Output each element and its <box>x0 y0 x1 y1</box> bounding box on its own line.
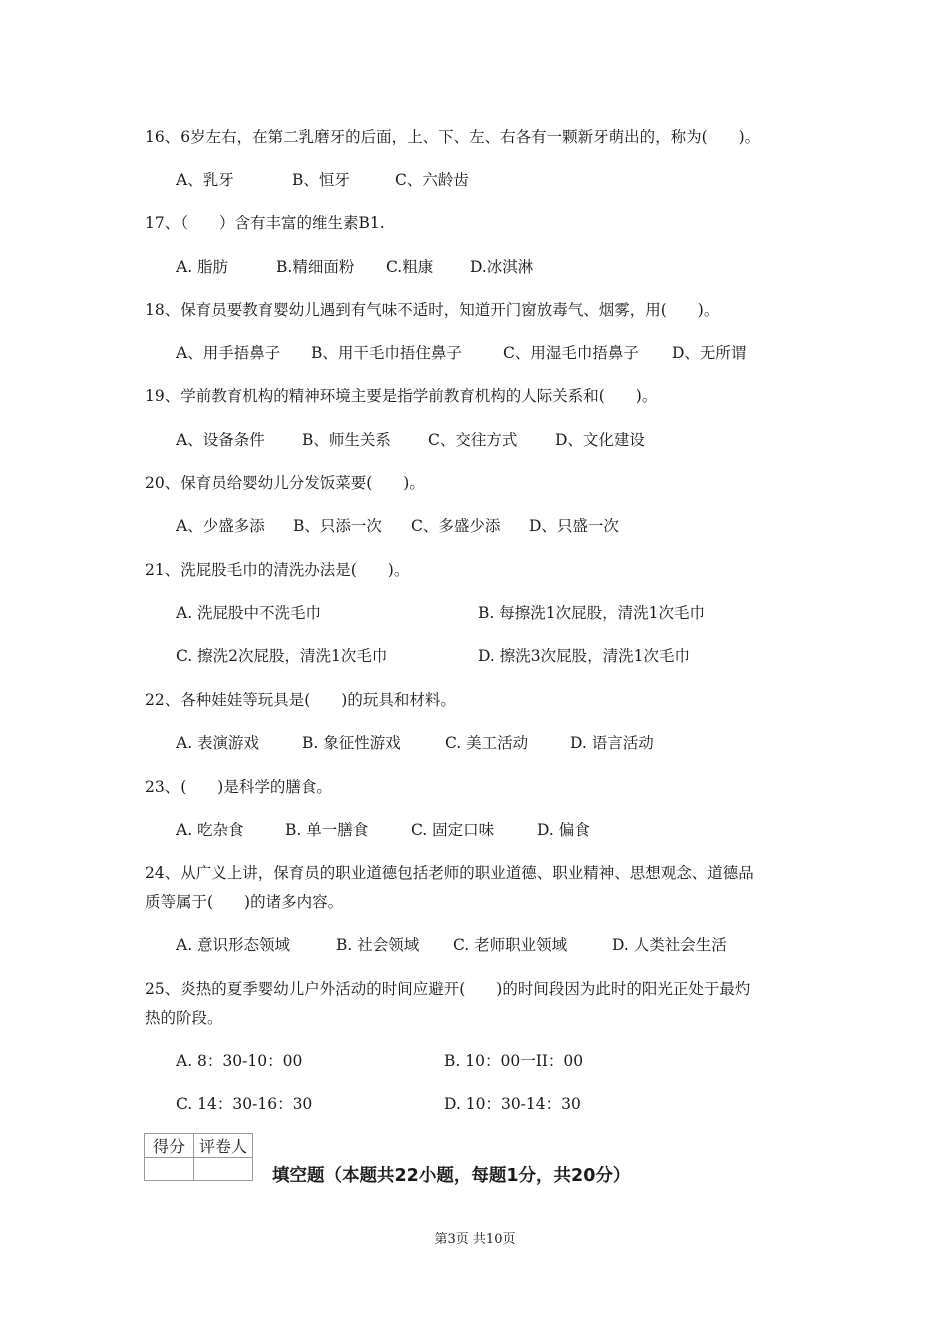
q23-option-c: C. 固定口味 <box>411 821 495 839</box>
question-23-stem: 23、( )是科学的膳食。 <box>145 778 332 796</box>
score-header: 得分 <box>145 1134 194 1158</box>
q24-option-a: A. 意识形态领域 <box>176 936 291 954</box>
q18-option-b: B、用干毛巾捂住鼻子 <box>311 344 462 362</box>
q19-option-d: D、文化建设 <box>555 431 645 449</box>
q20-option-d: D、只盛一次 <box>529 517 619 535</box>
page-footer: 第3页 共10页 <box>434 1232 516 1247</box>
question-18-stem: 18、保育员要教育婴幼儿遇到有气味不适时，知道开门窗放毒气、烟雾，用( )。 <box>145 301 720 319</box>
q17-option-b: B.精细面粉 <box>276 258 355 276</box>
q22-option-c: C. 美工活动 <box>445 734 529 752</box>
question-19-stem: 19、学前教育机构的精神环境主要是指学前教育机构的人际关系和( )。 <box>145 387 658 405</box>
question-16-stem: 16、6岁左右，在第二乳磨牙的后面，上、下、左、右各有一颗新牙萌出的，称为( )。 <box>145 128 761 146</box>
q17-option-c: C.粗康 <box>386 258 434 276</box>
q23-option-a: A. 吃杂食 <box>176 821 244 839</box>
section-title: 填空题（本题共22小题，每题1分，共20分） <box>272 1166 631 1186</box>
question-25-stem-cont: 热的阶段。 <box>145 1009 223 1027</box>
grader-header: 评卷人 <box>194 1134 253 1158</box>
score-box <box>144 1133 253 1181</box>
q18-option-a: A、用手捂鼻子 <box>176 344 281 362</box>
q24-option-c: C. 老师职业领域 <box>453 936 568 954</box>
question-25-stem: 25、炎热的夏季婴幼儿户外活动的时间应避开( )的时间段因为此时的阳光正处于最灼 <box>145 980 751 998</box>
q16-option-c: C、六龄齿 <box>395 171 469 189</box>
question-24-stem: 24、从广义上讲，保育员的职业道德包括老师的职业道德、职业精神、思想观念、道德品 <box>145 864 754 882</box>
score-cell[interactable] <box>145 1158 194 1181</box>
q19-option-a: A、设备条件 <box>176 431 265 449</box>
q20-option-c: C、多盛少添 <box>411 517 501 535</box>
q25-option-d: D. 10：30-14：30 <box>444 1095 581 1113</box>
q21-option-a: A. 洗屁股中不洗毛巾 <box>176 604 322 622</box>
q25-option-b: B. 10：00一II：00 <box>444 1052 584 1070</box>
q17-option-a: A. 脂肪 <box>176 258 229 276</box>
q22-option-b: B. 象征性游戏 <box>302 734 401 752</box>
q24-option-d: D. 人类社会生活 <box>612 936 727 954</box>
q25-option-a: A. 8：30-10：00 <box>176 1052 303 1070</box>
question-21-stem: 21、洗屁股毛巾的清洗办法是( )。 <box>145 561 410 579</box>
q21-option-c: C. 擦洗2次屁股，清洗1次毛巾 <box>176 647 388 665</box>
q23-option-b: B. 单一膳食 <box>285 821 369 839</box>
q16-option-a: A、乳牙 <box>176 171 234 189</box>
question-24-stem-cont: 质等属于( )的诸多内容。 <box>145 893 344 911</box>
q19-option-c: C、交往方式 <box>428 431 518 449</box>
q18-option-d: D、无所谓 <box>672 344 747 362</box>
q25-option-c: C. 14：30-16：30 <box>176 1095 313 1113</box>
grader-cell[interactable] <box>194 1158 253 1181</box>
q21-option-d: D. 擦洗3次屁股，清洗1次毛巾 <box>478 647 690 665</box>
q23-option-d: D. 偏食 <box>537 821 590 839</box>
q21-option-b: B. 每擦洗1次屁股，清洗1次毛巾 <box>478 604 705 622</box>
q22-option-a: A. 表演游戏 <box>176 734 260 752</box>
q20-option-b: B、只添一次 <box>293 517 382 535</box>
q24-option-b: B. 社会领域 <box>336 936 420 954</box>
q19-option-b: B、师生关系 <box>302 431 391 449</box>
q17-option-d: D.冰淇淋 <box>470 258 534 276</box>
q20-option-a: A、少盛多添 <box>176 517 265 535</box>
q22-option-d: D. 语言活动 <box>570 734 654 752</box>
q18-option-c: C、用湿毛巾捂鼻子 <box>503 344 639 362</box>
question-20-stem: 20、保育员给婴幼儿分发饭菜要( )。 <box>145 474 425 492</box>
q16-option-b: B、恒牙 <box>292 171 350 189</box>
question-17-stem: 17、（ ）含有丰富的维生素B1. <box>145 214 385 232</box>
question-22-stem: 22、各种娃娃等玩具是( )的玩具和材料。 <box>145 691 456 709</box>
